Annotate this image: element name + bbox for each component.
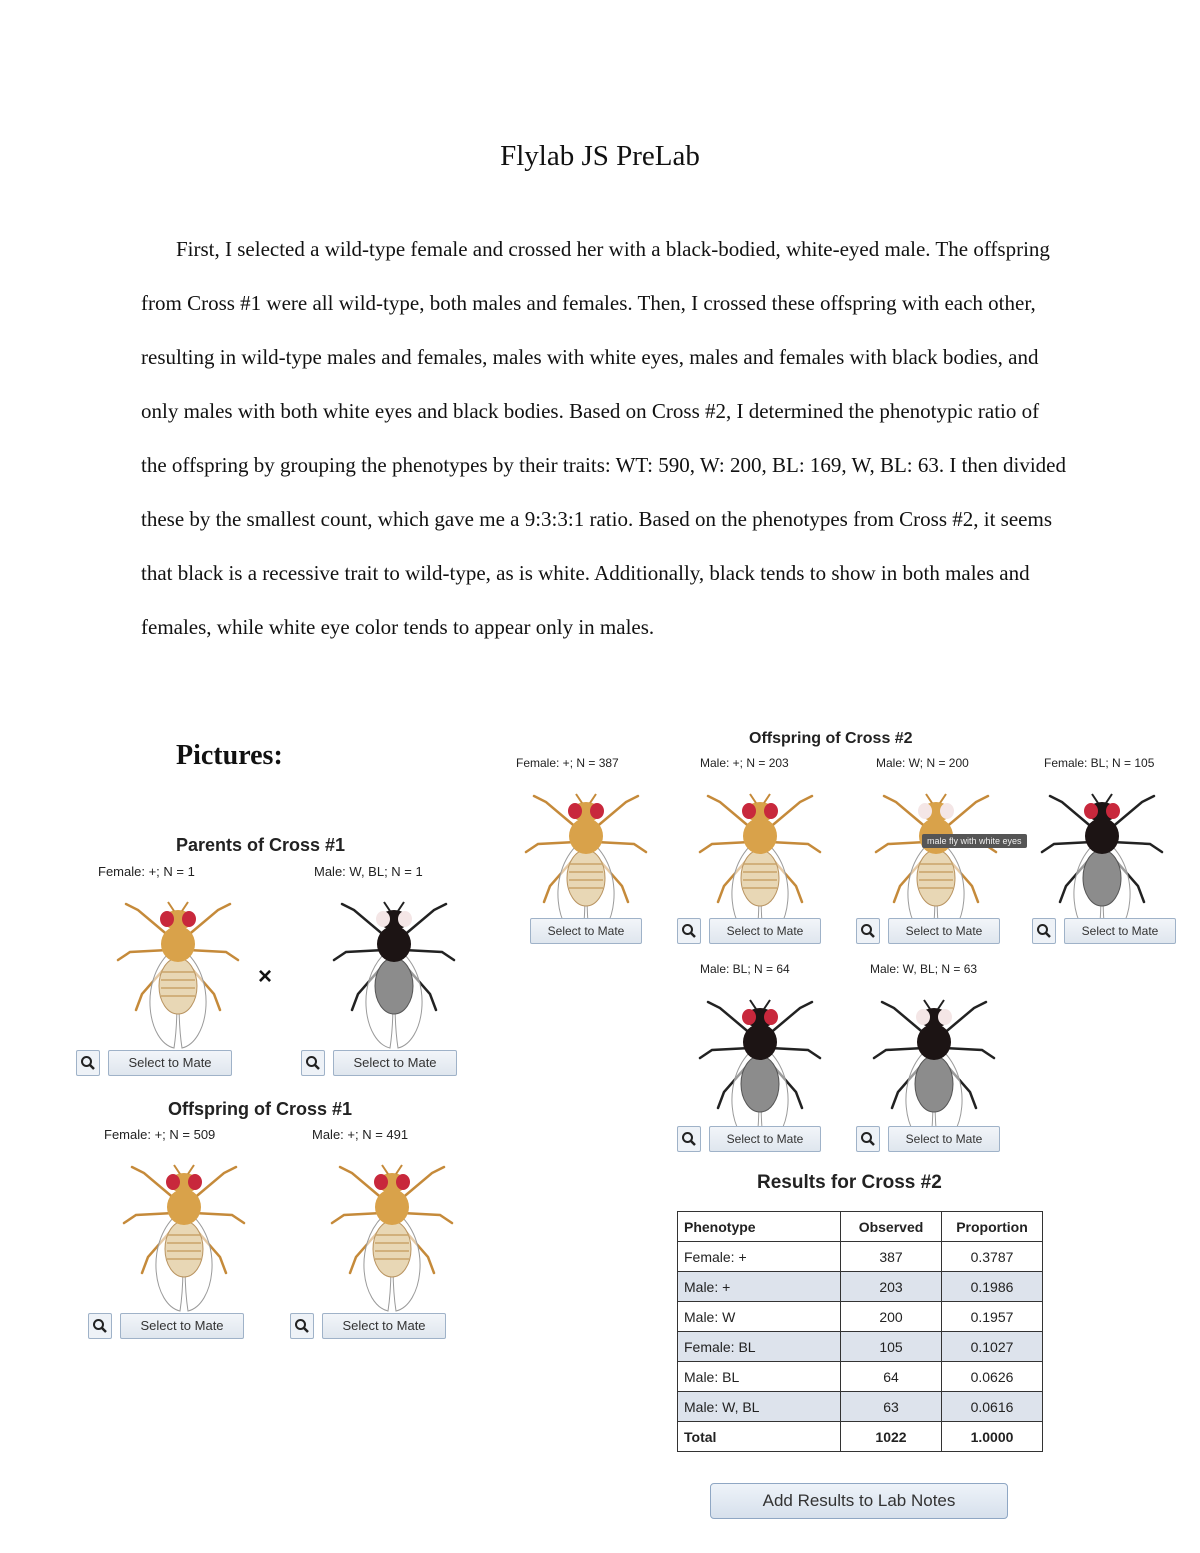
fly-leg — [118, 950, 168, 960]
fly-label: Male: +; N = 203 — [700, 756, 789, 770]
fly-leg — [188, 950, 238, 960]
fly-eye-right — [398, 911, 412, 927]
fly-antenna — [938, 1000, 944, 1009]
proportion-cell: 0.1027 — [942, 1332, 1043, 1362]
fly-abdomen — [159, 958, 197, 1014]
fly-eye-right — [764, 803, 778, 819]
phenotype-cell: Male: W, BL — [678, 1392, 841, 1422]
fly-card-offspring1-female — [104, 1127, 274, 1327]
column-header: Proportion — [942, 1212, 1043, 1242]
fly-leg — [770, 842, 820, 852]
fly-eye-right — [1106, 803, 1120, 819]
observed-cell: 64 — [841, 1362, 942, 1392]
column-header: Observed — [841, 1212, 942, 1242]
body-paragraph-container — [141, 222, 1066, 654]
select-to-mate-button[interactable]: Select to Mate — [322, 1313, 446, 1339]
fly-antenna — [174, 1165, 180, 1174]
observed-cell: 203 — [841, 1272, 942, 1302]
fly-thorax — [1085, 818, 1119, 854]
fly-abdomen — [567, 850, 605, 906]
fly-leg — [770, 1048, 820, 1058]
proportion-cell: 0.0626 — [942, 1362, 1043, 1392]
fly-eye-right — [764, 1009, 778, 1025]
fly-antenna — [168, 902, 174, 911]
fly-leg — [874, 1048, 924, 1058]
fly-antenna — [764, 1000, 770, 1009]
zoom-button[interactable] — [88, 1313, 112, 1339]
fly-leg — [404, 950, 454, 960]
proportion-cell: 0.1957 — [942, 1302, 1043, 1332]
select-to-mate-button[interactable]: Select to Mate — [120, 1313, 244, 1339]
fly-label: Female: +; N = 387 — [516, 756, 619, 770]
magnifier-icon — [860, 1131, 876, 1147]
offspring-cross2-title: Offspring of Cross #2 — [749, 730, 913, 747]
pictures-heading: Pictures: — [176, 740, 283, 771]
add-results-button[interactable]: Add Results to Lab Notes — [710, 1483, 1008, 1519]
zoom-button[interactable] — [677, 918, 701, 944]
fly-thorax — [377, 926, 411, 962]
fly-label: Female: +; N = 509 — [104, 1127, 216, 1142]
parents-cross1-title: Parents of Cross #1 — [176, 835, 346, 855]
fly-eye-right — [938, 1009, 952, 1025]
fly-label: Male: BL; N = 64 — [700, 962, 790, 976]
fly-abdomen — [741, 1056, 779, 1112]
fly-leg — [402, 1213, 452, 1223]
offspring-cross1-title: Offspring of Cross #1 — [168, 1099, 353, 1119]
fly-label: Female: +; N = 1 — [98, 864, 195, 879]
fly-controls — [1032, 918, 1182, 944]
magnifier-icon — [80, 1055, 96, 1071]
fly-eye-right — [188, 1174, 202, 1190]
fly-thorax — [917, 1024, 951, 1060]
fly-controls — [677, 1126, 837, 1152]
table-row — [678, 1302, 1043, 1332]
zoom-button[interactable] — [76, 1050, 100, 1076]
fly-leg — [1042, 842, 1092, 852]
phenotype-cell: Male: + — [678, 1272, 841, 1302]
table-row — [678, 1392, 1043, 1422]
fly-antenna — [926, 794, 932, 803]
fly-controls — [498, 918, 658, 944]
fly-label: Male: +; N = 491 — [312, 1127, 409, 1142]
phenotype-cell: Male: W — [678, 1302, 841, 1332]
magnifier-icon — [860, 923, 876, 939]
total-proportion-cell: 1.0000 — [942, 1422, 1043, 1452]
fly-antenna — [750, 794, 756, 803]
fly-leg — [526, 842, 576, 852]
fly-label: Female: BL; N = 105 — [1044, 756, 1155, 770]
fly-eye-right — [590, 803, 604, 819]
fly-antenna — [384, 902, 390, 911]
fly-leg — [944, 1048, 994, 1058]
results-title: Results for Cross #2 — [757, 1172, 942, 1193]
fly-image — [114, 1145, 254, 1315]
fly-antenna — [764, 794, 770, 803]
fly-image — [324, 882, 464, 1052]
fly-eye-left — [568, 803, 582, 819]
fly-thorax — [161, 926, 195, 962]
fly-leg — [700, 1048, 750, 1058]
observed-cell: 105 — [841, 1332, 942, 1362]
fly-card-parent-female — [98, 864, 268, 1064]
observed-cell: 200 — [841, 1302, 942, 1332]
fly-controls — [677, 918, 837, 944]
table-row — [678, 1242, 1043, 1272]
fly-eye-left — [376, 911, 390, 927]
table-row — [678, 1362, 1043, 1392]
fly-image — [690, 980, 830, 1150]
select-to-mate-button[interactable]: Select to Mate — [888, 1126, 1000, 1152]
select-to-mate-button[interactable]: Select to Mate — [530, 918, 642, 944]
phenotype-cell: Male: BL — [678, 1362, 841, 1392]
fly-card-offspring1-male — [312, 1127, 482, 1327]
fly-abdomen — [741, 850, 779, 906]
fly-antenna — [398, 902, 404, 911]
fly-thorax — [743, 1024, 777, 1060]
fly-leg — [334, 950, 384, 960]
column-header: Phenotype — [678, 1212, 841, 1242]
select-to-mate-button[interactable]: Select to Mate — [333, 1050, 457, 1076]
magnifier-icon — [92, 1318, 108, 1334]
fly-antenna — [188, 1165, 194, 1174]
fly-antenna — [1092, 794, 1098, 803]
fly-abdomen — [1083, 850, 1121, 906]
table-row — [678, 1272, 1043, 1302]
fly-eye-left — [374, 1174, 388, 1190]
fly-abdomen — [915, 1056, 953, 1112]
fly-controls — [301, 1050, 461, 1076]
fly-eye-left — [918, 803, 932, 819]
fly-abdomen — [917, 850, 955, 906]
magnifier-icon — [1036, 923, 1052, 939]
fly-leg — [700, 842, 750, 852]
select-to-mate-button[interactable]: Select to Mate — [709, 918, 821, 944]
zoom-button[interactable] — [290, 1313, 314, 1339]
zoom-button[interactable] — [856, 1126, 880, 1152]
proportion-cell: 0.1986 — [942, 1272, 1043, 1302]
fly-leg — [876, 842, 926, 852]
total-label-cell: Total — [678, 1422, 841, 1452]
fly-eye-right — [396, 1174, 410, 1190]
fly-eye-left — [742, 1009, 756, 1025]
fly-eye-right — [182, 911, 196, 927]
fly-controls — [290, 1313, 450, 1339]
observed-cell: 387 — [841, 1242, 942, 1272]
table-header-row — [678, 1212, 1043, 1242]
proportion-cell: 0.0616 — [942, 1392, 1043, 1422]
fly-controls — [856, 1126, 1016, 1152]
document-title: Flylab JS PreLab — [500, 140, 700, 172]
fly-abdomen — [375, 958, 413, 1014]
fly-leg — [596, 842, 646, 852]
fly-label: Male: W; N = 200 — [876, 756, 969, 770]
fly-antenna — [1106, 794, 1112, 803]
table-total-row — [678, 1422, 1043, 1452]
fly-controls — [856, 918, 1016, 944]
zoom-button[interactable] — [301, 1050, 325, 1076]
magnifier-icon — [294, 1318, 310, 1334]
fly-image — [322, 1145, 462, 1315]
fly-eye-left — [160, 911, 174, 927]
fly-antenna — [382, 1165, 388, 1174]
magnifier-icon — [681, 923, 697, 939]
fly-antenna — [750, 1000, 756, 1009]
fly-eye-left — [916, 1009, 930, 1025]
select-to-mate-button[interactable]: Select to Mate — [1064, 918, 1176, 944]
fly-antenna — [924, 1000, 930, 1009]
magnifier-icon — [305, 1055, 321, 1071]
fly-label: Male: W, BL; N = 63 — [870, 962, 978, 976]
fly-image — [108, 882, 248, 1052]
observed-cell: 63 — [841, 1392, 942, 1422]
fly-leg — [194, 1213, 244, 1223]
fly-abdomen — [165, 1221, 203, 1277]
fly-antenna — [940, 794, 946, 803]
fly-eye-left — [1084, 803, 1098, 819]
fly-leg — [1112, 842, 1162, 852]
select-to-mate-button[interactable]: Select to Mate — [709, 1126, 821, 1152]
fly-thorax — [569, 818, 603, 854]
phenotype-cell: Female: BL — [678, 1332, 841, 1362]
zoom-button[interactable] — [856, 918, 880, 944]
zoom-button[interactable] — [677, 1126, 701, 1152]
fly-antenna — [396, 1165, 402, 1174]
fly-abdomen — [373, 1221, 411, 1277]
table-row — [678, 1332, 1043, 1362]
fly-antenna — [576, 794, 582, 803]
fly-antenna — [182, 902, 188, 911]
phenotype-cell: Female: + — [678, 1242, 841, 1272]
magnifier-icon — [681, 1131, 697, 1147]
fly-card-parent-male — [314, 864, 484, 1064]
fly-eye-left — [166, 1174, 180, 1190]
proportion-cell: 0.3787 — [942, 1242, 1043, 1272]
total-observed-cell: 1022 — [841, 1422, 942, 1452]
fly-antenna — [590, 794, 596, 803]
fly-controls — [76, 1050, 236, 1076]
fly-eye-left — [742, 803, 756, 819]
fly-thorax — [167, 1189, 201, 1225]
fly-thorax — [375, 1189, 409, 1225]
cross-symbol: × — [258, 963, 273, 990]
fly-leg — [124, 1213, 174, 1223]
select-to-mate-button[interactable]: Select to Mate — [108, 1050, 232, 1076]
results-table — [677, 1211, 1043, 1452]
fly-leg — [332, 1213, 382, 1223]
fly-image — [864, 980, 1004, 1150]
select-to-mate-button[interactable]: Select to Mate — [888, 918, 1000, 944]
tooltip: male fly with white eyes — [922, 834, 1027, 848]
fly-eye-right — [940, 803, 954, 819]
fly-label: Male: W, BL; N = 1 — [314, 864, 423, 879]
fly-thorax — [743, 818, 777, 854]
fly-controls — [88, 1313, 248, 1339]
zoom-button[interactable] — [1032, 918, 1056, 944]
body-paragraph: First, I selected a wild-type female and crossed her with a black-bodied, white-eyed male. The offspring from Cross #1 were all wild-type, both males and females. Then, I crossed these offspring with each other, resulting in wild-type males and females, males with white eyes, males and females with black bodies, and only males with both white eyes and black bodies. Based on Cross #2, I determined the phenotypic ratio of the offspring by grouping the phenotypes by their traits: WT: 590, W: 200, BL: 169, W, BL: 63. I then divided these by the smallest count, which gave me a 9:3:3:1 ratio. Based on the phenotypes from Cross #2, it seems that black is a recessive trait to wild-type, as is white. Additionally, black tends to show in both males and females, while white eye color tends to appear only in males. — [141, 237, 1066, 639]
